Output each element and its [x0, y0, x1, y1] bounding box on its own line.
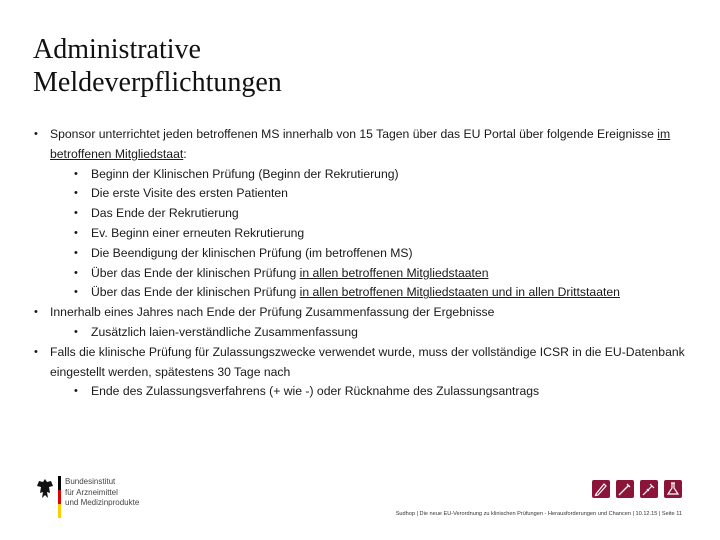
sub-bullet-1-7: [30, 283, 690, 303]
sub-bullet-1-5: [30, 244, 690, 264]
bullet-glyph: •: [34, 306, 38, 319]
bullet-glyph: •: [74, 385, 78, 398]
sub-bullet-1-4: [30, 224, 690, 244]
sub-bullet-text: Ev. Beginn einer erneuten Rekrutierung: [91, 225, 305, 240]
syringe-icon: [640, 480, 658, 498]
bullet-glyph: •: [34, 128, 38, 140]
sub-bullet-text: Die erste Visite des ersten Patienten: [91, 186, 288, 201]
sub-bullet-text: Über das Ende der klinischen Prüfung: [91, 285, 300, 300]
logo-wordmark: [65, 477, 165, 509]
sub-bullet-3-1: [30, 382, 690, 402]
logo-line-3: und Medizinprodukte: [65, 498, 140, 507]
bfarm-logo: [36, 474, 166, 522]
bullet-1-after: :: [183, 146, 187, 161]
sub-bullet-1-2: [30, 184, 690, 204]
pen-icon: [616, 480, 634, 498]
bullet-2-text: Innerhalb eines Jahres nach Ende der Prüfung Zusammenfassung der Ergebnisse: [50, 305, 495, 320]
bullet-glyph: •: [74, 167, 78, 180]
slide-body: [30, 125, 690, 402]
sub-bullet-underlined: in allen betroffenen Mitgliedstaaten und in allen Drittstaaten: [299, 285, 620, 300]
flask-icon: [664, 480, 682, 498]
pencil-icon: [592, 480, 610, 498]
german-flag-stripe: [58, 476, 61, 518]
sub-bullet-text: Über das Ende der klinischen Prüfung: [91, 265, 300, 280]
bullet-glyph: •: [74, 187, 78, 200]
bullet-3: [30, 343, 690, 383]
sub-bullet-underlined: in allen betroffenen Mitgliedstaaten: [299, 265, 489, 280]
bullet-glyph: •: [74, 226, 78, 239]
bullet-1-text: Sponsor unterrichtet jeden betroffenen MS innerhalb von 15 Tagen über das EU Portal über folgende Ereignisse: [50, 127, 658, 141]
federal-eagle-icon: [36, 478, 54, 500]
sub-bullet-text: Das Ende der Rekrutierung: [91, 206, 239, 221]
slide-footer: Sudhop | Die neue EU-Verordnung zu klinischen Prüfungen - Herausforderungen und Chancen | 10.12.15 | Seite 11: [395, 511, 682, 517]
sub-bullet-1-1: [30, 165, 690, 185]
bullet-glyph: •: [74, 286, 78, 299]
decorative-icon-row: [592, 480, 692, 500]
bullet-glyph: •: [74, 207, 78, 220]
bullet-glyph: •: [74, 325, 78, 338]
bullet-2: [30, 303, 690, 323]
sub-bullet-text: Ende des Zulassungsverfahrens (+ wie -) oder Rücknahme des Zulassungsantrags: [91, 384, 540, 399]
sub-bullet-text: Beginn der Klinischen Prüfung (Beginn der Rekrutierung): [91, 166, 399, 181]
slide-title: [33, 33, 593, 99]
bullet-1-underlined: im betroffenen Mitgliedstaat: [50, 127, 671, 161]
logo-line-2: für Arzneimittel: [65, 487, 118, 497]
bullet-glyph: •: [74, 266, 78, 279]
sub-bullet-text: Die Beendigung der klinischen Prüfung (im betroffenen MS): [91, 245, 413, 260]
bullet-1: [30, 125, 690, 165]
sub-bullet-1-3: [30, 204, 690, 224]
sub-bullet-2-1: [30, 323, 690, 343]
title-line-2: Meldeverpflichtungen: [33, 67, 282, 98]
title-line-1: Administrative: [33, 34, 201, 65]
sub-bullet-1-6: [30, 264, 690, 284]
bullet-glyph: •: [34, 345, 38, 358]
sub-bullet-text: Zusätzlich laien-verständliche Zusammenfassung: [91, 324, 358, 339]
bullet-glyph: •: [74, 246, 78, 259]
logo-line-1: Bundesinstitut: [65, 477, 116, 486]
bullet-3-text: Falls die klinische Prüfung für Zulassungszwecke verwendet wurde, muss der vollständige ICSR in die EU-Datenbank eingestellt werden, spätestens 30 Tage nach: [50, 344, 685, 379]
